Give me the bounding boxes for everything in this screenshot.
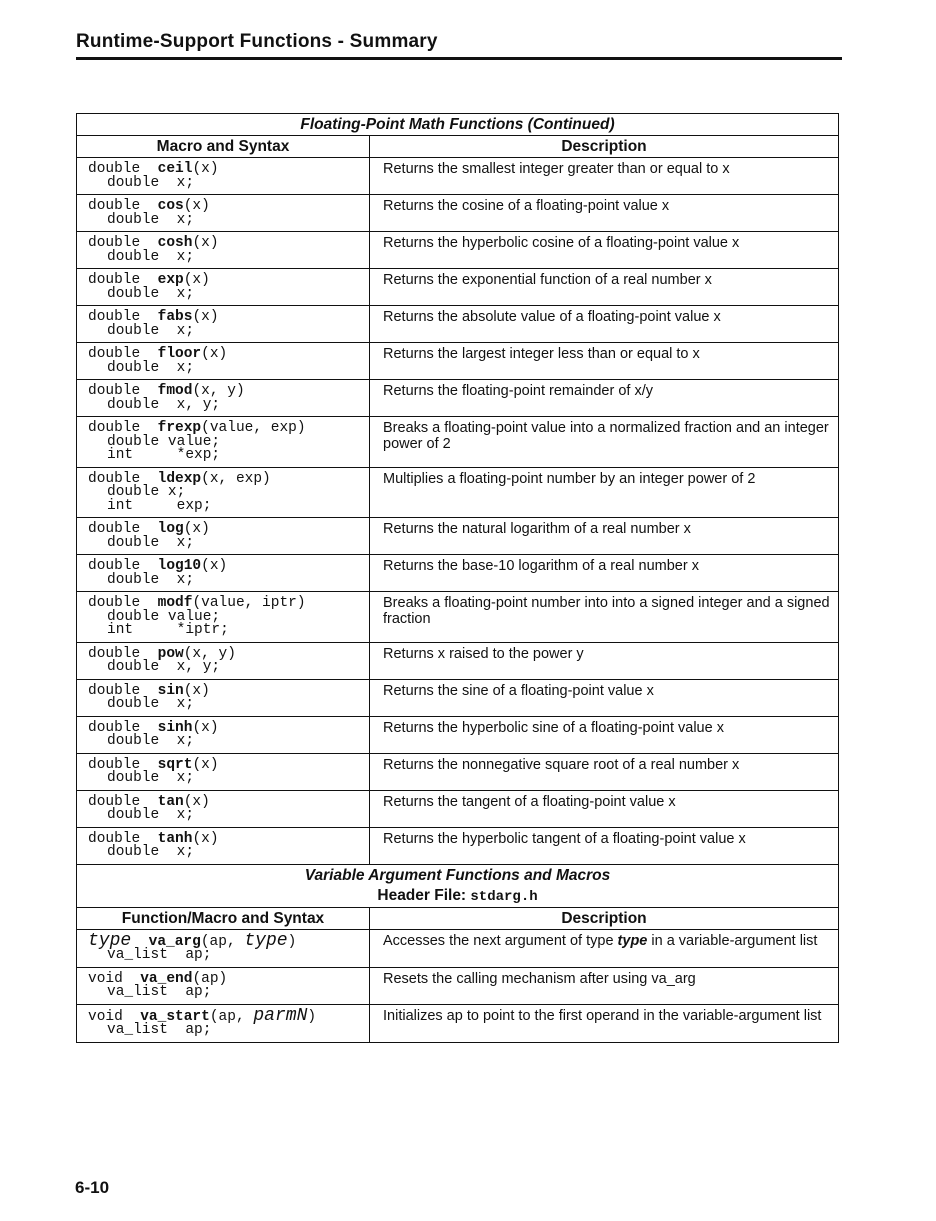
description-cell — [370, 467, 839, 518]
syntax-cell — [77, 642, 370, 679]
return-type: double — [88, 198, 141, 214]
declaration-line: double value; — [107, 433, 221, 450]
description-part: Accesses the next argument of type — [383, 932, 618, 949]
description-text: Returns the smallest integer greater than or equal to x — [383, 161, 730, 177]
function-args: (ap) — [192, 970, 228, 987]
description-cell — [370, 790, 839, 827]
header-file-name: stdarg.h — [470, 888, 538, 905]
description-text — [370, 930, 838, 951]
description-cell — [370, 195, 839, 232]
function-args: (x) — [183, 793, 210, 810]
description-text: Breaks a floating-point value into a normalized fraction and an integer power of 2 — [383, 420, 829, 452]
table-row — [77, 195, 839, 232]
declaration-line: double x; — [107, 322, 195, 339]
description-text: Returns the nonnegative square root of a real number x — [383, 756, 740, 773]
table-row — [77, 343, 839, 380]
declaration-line: int *iptr; — [107, 622, 229, 638]
table-row — [77, 269, 839, 306]
return-type: double — [88, 830, 141, 847]
return-type: double — [88, 309, 141, 325]
syntax-cell — [77, 929, 370, 967]
return-type: double — [88, 235, 141, 251]
syntax-block — [77, 1005, 369, 1042]
description-text: Returns the natural logarithm of a real number x — [383, 521, 691, 537]
section-title-math: Floating-Point Math Functions (Continued) — [77, 114, 839, 136]
description-cell — [370, 269, 839, 306]
declaration-line: double x; — [107, 696, 195, 712]
return-type: double — [88, 521, 141, 537]
table-row — [77, 967, 839, 1004]
syntax-cell — [77, 592, 370, 643]
function-args: (x) — [192, 756, 219, 773]
description-text: Returns x raised to the power y — [383, 645, 584, 662]
declaration-line: double x; — [107, 733, 195, 749]
description-text: Returns the hyperbolic sine of a floating-point value x — [383, 719, 724, 736]
description-cell — [370, 716, 839, 753]
function-name: cosh — [157, 235, 193, 251]
function-name: fabs — [157, 309, 193, 325]
description-cell — [370, 827, 839, 864]
function-name: sinh — [157, 719, 193, 736]
table-row — [77, 232, 839, 269]
declaration-line: va_list ap; — [107, 947, 212, 963]
function-name: floor — [157, 346, 202, 362]
syntax-block — [77, 343, 369, 379]
description-cell — [370, 380, 839, 417]
description-text: Returns the hyperbolic tangent of a floating-point value x — [383, 830, 746, 847]
syntax-cell — [77, 1004, 370, 1042]
description-cell — [370, 592, 839, 643]
description-text: Returns the tangent of a floating-point value x — [383, 793, 676, 810]
description-cell — [370, 417, 839, 468]
table-row — [77, 555, 839, 592]
description-text: Returns the absolute value of a floating-point value x — [383, 309, 721, 325]
syntax-cell — [77, 467, 370, 518]
description-part: Resets the calling mechanism after using va_arg — [383, 970, 696, 987]
function-name: ldexp — [157, 470, 202, 487]
syntax-cell — [77, 716, 370, 753]
declaration-line: double x; — [107, 571, 195, 588]
declaration-line: double x; — [107, 359, 195, 376]
function-name: log — [157, 521, 184, 537]
function-name: tan — [157, 793, 184, 810]
syntax-cell — [77, 753, 370, 790]
column-header-row — [77, 136, 839, 158]
table-row — [77, 1004, 839, 1042]
function-args: (x, y) — [183, 645, 236, 662]
function-args: (x) — [201, 346, 228, 362]
function-args: (x) — [192, 309, 219, 325]
syntax-cell — [77, 417, 370, 468]
description-cell — [370, 642, 839, 679]
function-args: (ap, — [200, 933, 245, 950]
syntax-block — [77, 930, 369, 967]
function-name: frexp — [157, 420, 202, 436]
function-args-italic: type — [244, 930, 288, 951]
function-args-italic: parmN — [253, 1005, 308, 1026]
syntax-block — [77, 555, 369, 591]
table-row — [77, 929, 839, 967]
description-text: Returns the floating-point remainder of x/y — [383, 383, 653, 399]
declaration-line: double x; — [107, 248, 195, 265]
declaration-line: int exp; — [107, 497, 212, 514]
syntax-block — [77, 232, 369, 268]
syntax-block — [77, 680, 369, 716]
column-header-description: Description — [370, 907, 839, 929]
syntax-block — [77, 468, 369, 518]
declaration-line: double x; — [107, 844, 195, 860]
description-text: Returns the hyperbolic cosine of a floating-point value x — [383, 235, 740, 251]
function-name: va_end — [140, 970, 193, 987]
syntax-block — [77, 417, 369, 467]
function-name: ceil — [157, 161, 193, 177]
description-text: Returns the exponential function of a real number x — [383, 272, 712, 288]
description-cell — [370, 306, 839, 343]
syntax-block — [77, 717, 369, 753]
return-type: void — [88, 1008, 123, 1025]
description-text: Multiplies a floating-point number by an integer power of 2 — [383, 470, 756, 487]
syntax-cell — [77, 380, 370, 417]
syntax-cell — [77, 195, 370, 232]
syntax-block — [77, 306, 369, 342]
syntax-cell — [77, 306, 370, 343]
function-name: exp — [157, 272, 184, 288]
return-type: double — [88, 420, 141, 436]
function-name: tanh — [157, 830, 193, 847]
syntax-block — [77, 592, 369, 642]
header-file-label: Header File: — [377, 886, 471, 904]
function-name: sqrt — [157, 756, 193, 773]
syntax-block — [77, 195, 369, 231]
header-file-line — [77, 886, 838, 907]
description-text — [370, 1005, 838, 1026]
declaration-line: double x; — [107, 770, 195, 786]
description-part: Initializes ap to point to the first operand in the variable-argument list — [383, 1007, 822, 1024]
syntax-cell — [77, 518, 370, 555]
table-row — [77, 790, 839, 827]
declaration-line: int *exp; — [107, 447, 221, 463]
function-args: (value, exp) — [201, 420, 306, 436]
declaration-line: va_list ap; — [107, 1022, 212, 1038]
table-row — [77, 592, 839, 643]
description-cell — [370, 929, 839, 967]
function-name: pow — [157, 645, 184, 662]
description-text: Returns the base-10 logarithm of a real number x — [383, 558, 699, 574]
declaration-line: double x; — [107, 285, 195, 302]
description-text: Returns the largest integer less than or equal to x — [383, 346, 700, 362]
column-header-syntax: Function/Macro and Syntax — [77, 907, 370, 929]
description-text: Returns the cosine of a floating-point value x — [383, 198, 670, 214]
function-args: (x) — [183, 198, 210, 214]
column-header-row — [77, 907, 839, 929]
function-name: va_arg — [148, 933, 201, 950]
function-name: log10 — [157, 558, 202, 574]
return-type: void — [88, 970, 123, 987]
table-row — [77, 679, 839, 716]
return-type: double — [88, 470, 141, 487]
return-type: double — [88, 161, 141, 177]
description-cell — [370, 343, 839, 380]
function-args: (ap, — [209, 1008, 254, 1025]
function-args: (x) — [183, 521, 210, 537]
syntax-block — [77, 643, 369, 679]
page-header — [76, 31, 842, 53]
table-row — [77, 380, 839, 417]
syntax-block — [77, 828, 369, 864]
description-cell — [370, 555, 839, 592]
declaration-line: double x; — [107, 484, 186, 500]
syntax-cell — [77, 269, 370, 306]
description-text — [370, 968, 838, 989]
return-type: double — [88, 682, 141, 699]
function-args: (x) — [192, 161, 219, 177]
syntax-block — [77, 791, 369, 827]
function-name: va_start — [140, 1008, 210, 1025]
function-args-close: ) — [287, 933, 297, 950]
return-type: double — [88, 756, 141, 773]
return-type: double — [88, 558, 141, 574]
description-cell — [370, 158, 839, 195]
table-row — [77, 753, 839, 790]
declaration-line: double x; — [107, 807, 195, 823]
table-row — [77, 306, 839, 343]
description-text: Returns the sine of a floating-point value x — [383, 682, 654, 699]
function-name: fmod — [157, 383, 193, 399]
column-header-syntax: Macro and Syntax — [77, 136, 370, 158]
section-title-vararg: Variable Argument Functions and Macros — [304, 866, 611, 884]
declaration-line: double x; — [107, 174, 195, 191]
description-cell — [370, 518, 839, 555]
description-italic: type — [617, 932, 648, 949]
function-name: modf — [157, 595, 193, 611]
syntax-cell — [77, 555, 370, 592]
syntax-block — [77, 518, 369, 554]
return-type: double — [88, 383, 141, 399]
table-row — [77, 467, 839, 518]
syntax-cell — [77, 679, 370, 716]
functions-table — [76, 113, 839, 1043]
page-number: 6-10 — [75, 1178, 110, 1197]
syntax-block — [77, 754, 369, 790]
declaration-line: double x; — [107, 534, 195, 551]
function-args: (x) — [192, 830, 219, 847]
declaration-line: double x; — [107, 211, 195, 228]
return-type: double — [88, 595, 141, 611]
return-type: double — [88, 272, 141, 288]
declaration-line: va_list ap; — [107, 984, 212, 1000]
table-row — [77, 827, 839, 864]
function-args: (x) — [183, 682, 210, 699]
description-part: in a variable-argument list — [647, 932, 818, 949]
declaration-line: double value; — [107, 608, 221, 625]
function-args: (x, y) — [192, 383, 245, 399]
return-type: double — [88, 346, 141, 362]
function-args: (value, iptr) — [192, 595, 306, 611]
page-title: Runtime-Support Functions - Summary — [76, 31, 438, 52]
section-title-vararg-cell — [77, 864, 839, 907]
syntax-block — [77, 380, 369, 416]
syntax-block — [77, 158, 369, 194]
syntax-cell — [77, 232, 370, 269]
table-row — [77, 642, 839, 679]
syntax-cell — [77, 827, 370, 864]
function-name: cos — [157, 198, 184, 214]
function-args: (x) — [192, 235, 219, 251]
function-args: (x) — [201, 558, 228, 574]
table-row — [77, 158, 839, 195]
column-header-description: Description — [370, 136, 839, 158]
syntax-block — [77, 968, 369, 1004]
declaration-line: double x, y; — [107, 396, 221, 413]
header-rule — [76, 57, 842, 60]
function-args-close: ) — [307, 1008, 317, 1025]
table-row — [77, 716, 839, 753]
function-args: (x) — [183, 272, 210, 288]
description-text: Breaks a floating-point number into into a signed integer and a signed fraction — [383, 595, 830, 627]
declaration-line: double x, y; — [107, 659, 221, 675]
function-args: (x, exp) — [201, 470, 271, 487]
syntax-cell — [77, 790, 370, 827]
description-cell — [370, 967, 839, 1004]
function-name: sin — [157, 682, 184, 699]
return-type: double — [88, 719, 141, 736]
description-cell — [370, 753, 839, 790]
section-title-row — [77, 114, 839, 136]
syntax-cell — [77, 967, 370, 1004]
return-type: double — [88, 645, 141, 662]
return-type: double — [88, 793, 141, 810]
description-cell — [370, 232, 839, 269]
function-args: (x) — [192, 719, 219, 736]
section-title-row — [77, 864, 839, 907]
description-cell — [370, 1004, 839, 1042]
table-row — [77, 417, 839, 468]
table-row — [77, 518, 839, 555]
return-type: type — [88, 930, 132, 951]
description-cell — [370, 679, 839, 716]
syntax-block — [77, 269, 369, 305]
syntax-cell — [77, 343, 370, 380]
syntax-cell — [77, 158, 370, 195]
